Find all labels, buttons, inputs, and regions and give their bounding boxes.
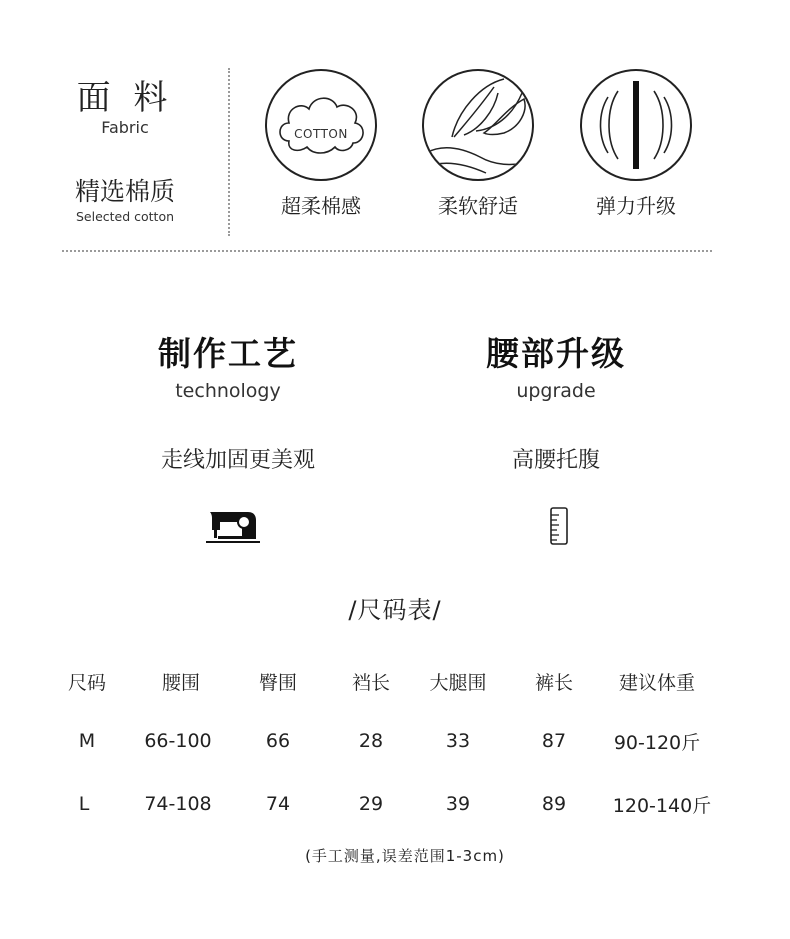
table-cell: 74-108 (144, 793, 212, 815)
technology-title: 制作工艺 (158, 334, 298, 373)
circle-label-stretch: 弹力升级 (596, 194, 676, 218)
table-cell: 66 (265, 730, 291, 752)
circle-label-comfort: 柔软舒适 (438, 194, 518, 218)
upgrade-desc: 高腰托腹 (511, 448, 600, 473)
stretch-circle (580, 69, 692, 181)
header-cell: 腰围 (161, 672, 200, 694)
table-cell: 39 (445, 793, 471, 815)
table-cell: L (78, 793, 90, 815)
horizontal-divider (62, 250, 712, 252)
upgrade-title: 腰部升级 (486, 334, 626, 373)
table-cell: M (78, 730, 96, 752)
ruler-icon (548, 506, 570, 546)
table-cell: 90-120斤 (613, 732, 701, 754)
feather-hand-icon (424, 71, 532, 179)
fabric-feature: 精选棉质 (74, 177, 175, 206)
technology-subtitle: technology (175, 380, 281, 402)
table-cell: 29 (358, 793, 384, 815)
header-cell: 臀围 (258, 672, 297, 694)
fabric-subtitle: Fabric (101, 118, 149, 137)
table-cell: 66-100 (144, 730, 212, 752)
cotton-text: COTTON (294, 127, 348, 141)
comfort-circle (422, 69, 534, 181)
upgrade-subtitle: upgrade (516, 380, 596, 402)
table-cell: 28 (358, 730, 384, 752)
measurement-note: (手工测量,误差范围1-3cm) (305, 847, 505, 865)
header-cell: 裤长 (534, 672, 573, 694)
table-cell: 89 (541, 793, 567, 815)
cotton-cloud-icon (267, 71, 375, 179)
header-cell: 尺码 (67, 672, 106, 694)
header-cell: 建议体重 (618, 672, 695, 694)
table-cell: 87 (541, 730, 567, 752)
fabric-title: 面 料 (76, 78, 174, 118)
stretch-icon (582, 71, 690, 179)
header-cell: 大腿围 (429, 672, 487, 694)
size-chart-title: /尺码表/ (348, 596, 442, 624)
table-cell: 74 (265, 793, 291, 815)
table-cell: 33 (445, 730, 471, 752)
cotton-circle (265, 69, 377, 181)
circle-label-soft-cotton: 超柔棉感 (281, 194, 361, 218)
sewing-machine-icon (204, 508, 260, 546)
fabric-feature-subtitle: Selected cotton (75, 209, 175, 224)
table-cell: 120-140斤 (612, 795, 712, 817)
header-cell: 裆长 (351, 672, 390, 694)
vertical-divider (228, 68, 230, 236)
technology-desc: 走线加固更美观 (160, 448, 315, 473)
